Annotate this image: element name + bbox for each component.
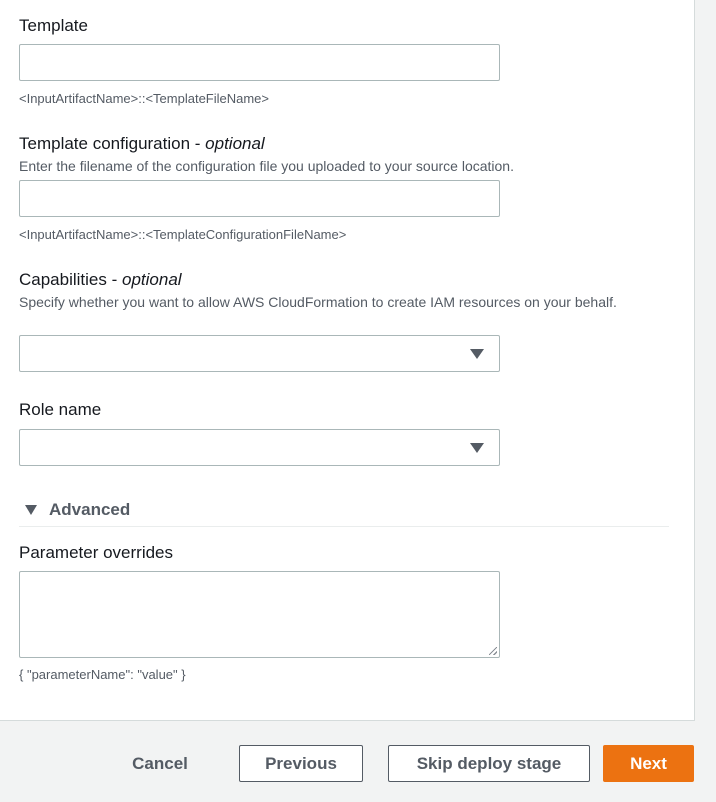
optional-tag: optional xyxy=(205,134,265,153)
caret-down-icon xyxy=(470,443,484,453)
template-config-hint: <InputArtifactName>::<TemplateConfigurationFileName> xyxy=(19,227,347,242)
capabilities-label-text: Capabilities - xyxy=(19,270,122,289)
caret-down-icon xyxy=(470,349,484,359)
advanced-toggle[interactable] xyxy=(25,500,130,520)
template-label: Template xyxy=(19,16,88,35)
capabilities-select[interactable] xyxy=(19,335,500,372)
skip-deploy-stage-button[interactable]: Skip deploy stage xyxy=(388,745,590,782)
role-name-select[interactable] xyxy=(19,429,500,466)
caret-down-icon xyxy=(25,505,37,515)
template-config-label xyxy=(19,134,265,154)
optional-tag: optional xyxy=(122,270,182,289)
template-hint: <InputArtifactName>::<TemplateFileName> xyxy=(19,91,270,106)
capabilities-description: Specify whether you want to allow AWS CloudFormation to create IAM resources on your behalf. xyxy=(19,294,617,310)
advanced-divider xyxy=(19,526,669,527)
template-config-description: Enter the filename of the configuration file you uploaded to your source location. xyxy=(19,158,514,174)
parameter-overrides-textarea[interactable] xyxy=(19,571,500,658)
advanced-label: Advanced xyxy=(49,500,131,519)
capabilities-label xyxy=(19,270,182,290)
previous-button[interactable]: Previous xyxy=(239,745,363,782)
template-config-label-text: Template configuration - xyxy=(19,134,206,153)
cancel-button[interactable]: Cancel xyxy=(132,753,188,773)
parameter-overrides-label: Parameter overrides xyxy=(19,543,174,562)
resize-handle-icon[interactable] xyxy=(489,647,497,655)
role-name-label: Role name xyxy=(19,400,102,419)
template-config-input[interactable] xyxy=(19,180,500,217)
next-button[interactable]: Next xyxy=(603,745,694,782)
template-input[interactable] xyxy=(19,44,500,81)
parameter-overrides-hint: { "parameterName": "value" } xyxy=(19,667,186,682)
